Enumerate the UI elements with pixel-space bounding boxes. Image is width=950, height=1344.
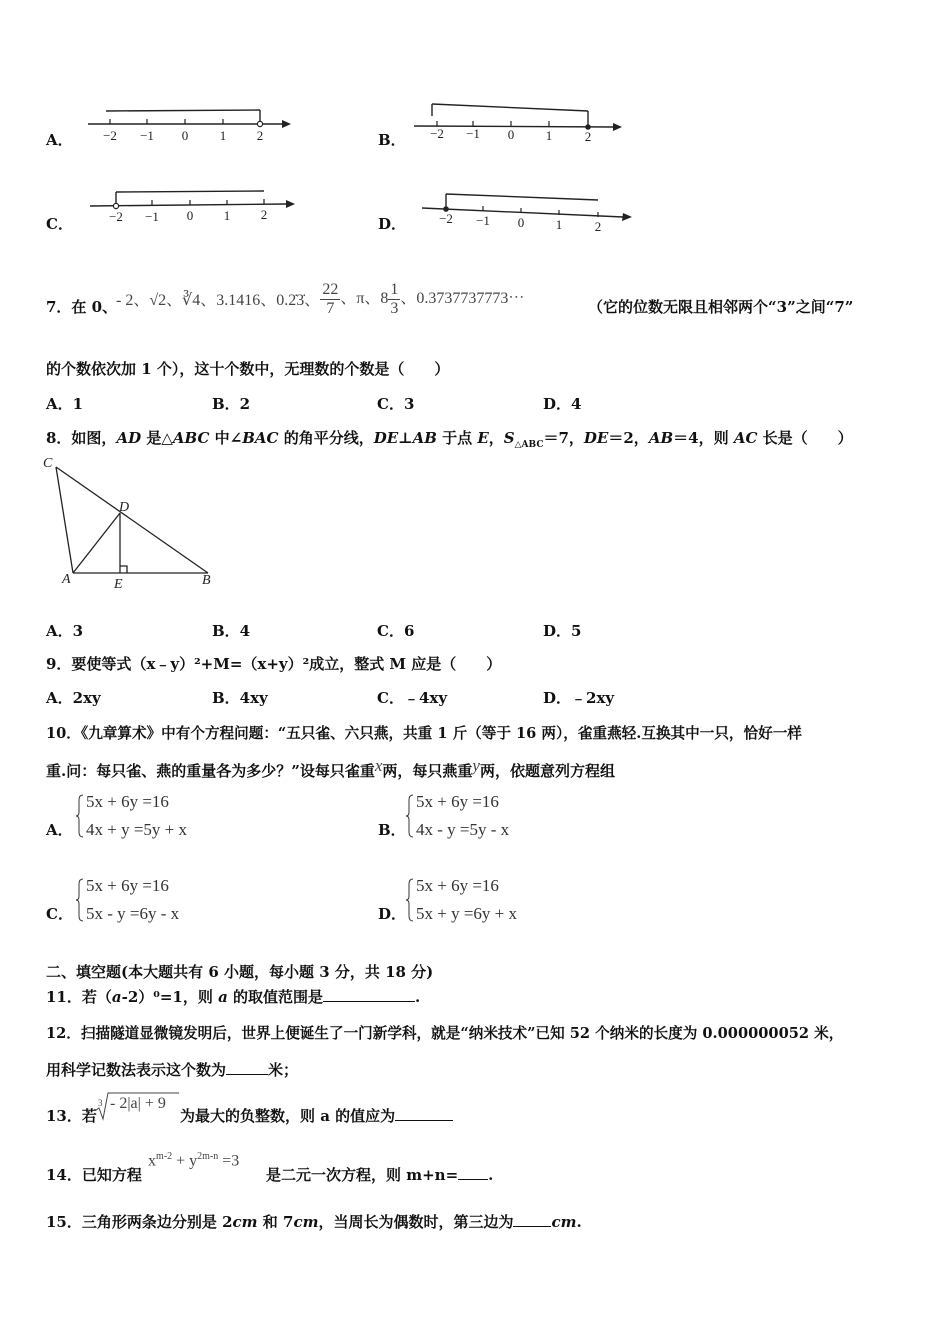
q7-option-a: A．1 [46,395,84,413]
tick-label: −2 [439,211,453,226]
tick-label: −2 [103,128,117,143]
q14-prefix: 14．已知方程 [46,1166,142,1184]
q12-answer-blank[interactable] [226,1074,268,1075]
q10-option-a-system: 5x + 6y =16 4x + y =5y + x [76,794,236,842]
q14-answer-blank[interactable] [458,1179,488,1180]
q7-note: （它的位数无限且相邻两个“3”之间“7” [588,298,854,316]
q11-stem: 11．若（a-2）⁰=1，则 a 的取值范围是 . [46,988,421,1006]
tick-label: 1 [219,128,227,143]
tick-label: 0 [181,128,189,143]
q11-answer-blank[interactable] [323,1001,415,1002]
q15-stem: 15．三角形两条边分别是 2cm 和 7cm，当周长为偶数时，第三边为 cm. [46,1213,582,1231]
tick-label: 1 [545,128,553,143]
tick-label: −1 [466,126,480,141]
q10-option-d-label: D． [378,905,407,923]
q6-option-b-numberline [410,98,625,146]
q8-option-d: D．5 [543,622,582,640]
q6-option-a-label: A． [46,131,73,149]
tick-label: 2 [256,128,264,143]
q8-option-c: C．6 [377,622,415,640]
q12-line2: 用科学记数法表示这个数为 米； [46,1061,299,1079]
q8-triangle-figure [40,452,220,594]
q7-option-c: C．3 [377,395,415,413]
label-e: E [114,577,123,592]
q15-answer-blank[interactable] [513,1226,551,1227]
q9-option-d: D．﹣2xy [543,689,615,707]
q9-option-b: B．4xy [212,689,268,707]
tick-label: 0 [517,215,525,230]
q14-tail: 是二元一次方程，则 m+n= . [266,1166,494,1184]
q10-option-c-label: C． [46,905,73,923]
tick-label: 1 [223,208,231,223]
q10-option-d-system: 5x + 6y =16 5x + y =6y + x [406,878,566,926]
q7-number-list: - 2、√2、∛4、3.1416、0.2̇3̇、 $\frac{22}{7}$ 、π、8 $\frac{1}{3}$ 、0.3737737773⋯ [116,281,525,317]
q13-cube-root: 3 - 2|a| + 9 [94,1092,150,1110]
q13-prefix: 13．若 [46,1107,97,1125]
q6-option-b-label: B． [378,131,406,149]
section-2-title: 二、填空题(本大题共有 6 小题，每小题 3 分，共 18 分) [46,963,434,981]
q13-tail: 为最大的负整数，则 a 的值应为 [180,1105,453,1126]
tick-label: 2 [594,219,602,234]
tick-label: −1 [145,209,159,224]
q7-line2: 的个数依次加 1 个），这十个数中，无理数的个数是（ ） [46,360,450,378]
q6-option-d-label: D． [378,215,407,233]
q6-option-c-label: C． [46,215,73,233]
q13-answer-blank[interactable] [395,1120,453,1121]
tick-label: 2 [260,207,268,222]
tick-label: 0 [186,208,194,223]
tick-label: 0 [507,127,515,142]
tick-label: −1 [140,128,154,143]
label-d: D [119,500,130,515]
q7-option-d: D．4 [543,395,582,413]
q8-stem: 8．如图，AD 是△ABC 中∠BAC 的角平分线，DE⊥AB 于点 E，$S_{\triangle ABC}=7$，DE＝2，AB＝4，则 AC 长是（ ） [46,429,853,450]
q7-prefix: 7．在 0、 [46,298,118,316]
q10-option-b-label: B． [378,821,406,839]
q6-option-a-numberline [84,100,299,146]
q8-option-b: B．4 [212,622,251,640]
q14-equation: $x^{m-2} + y^{2m-n} =3$ [148,1151,240,1170]
tick-label: −2 [430,126,444,141]
q12-line1: 12．扫描隧道显微镜发明后，世界上便诞生了一门新学科，就是“纳米技术”已知 52 个纳米的长度为 0.000000052 米， [46,1025,844,1042]
q9-stem: 9．要使等式（x﹣y）²+M=（x+y）²成立，整式 M 应是（ ） [46,655,502,673]
label-a: A [62,572,71,587]
q9-option-c: C．﹣4xy [377,689,448,707]
tick-label: 1 [555,217,563,232]
q7-option-b: B．2 [212,395,251,413]
q6-option-c-numberline [86,185,301,231]
q10-line2: 重.问：每只雀、燕的重量各为多少？”设每只雀重x两，每只燕重y两，依题意列方程组 [46,756,615,780]
q10-option-c-system: 5x + 6y =16 5x - y =6y - x [76,878,236,926]
tick-label: −1 [476,213,490,228]
q6-option-d-numberline [418,186,638,238]
q10-option-a-label: A． [46,821,73,839]
q10-line1: 10．《九章算术》中有个方程问题：“五只雀、六只燕，共重 1 斤（等于 16 两），雀重燕轻.互换其中一只，恰好一样 [46,725,802,742]
q10-option-b-system: 5x + 6y =16 4x - y =5y - x [406,794,566,842]
tick-label: −2 [109,209,123,224]
label-c: C [43,456,53,471]
q9-option-a: A．2xy [46,689,101,707]
q8-option-a: A．3 [46,622,84,640]
label-b: B [202,573,211,588]
tick-label: 2 [584,129,592,144]
